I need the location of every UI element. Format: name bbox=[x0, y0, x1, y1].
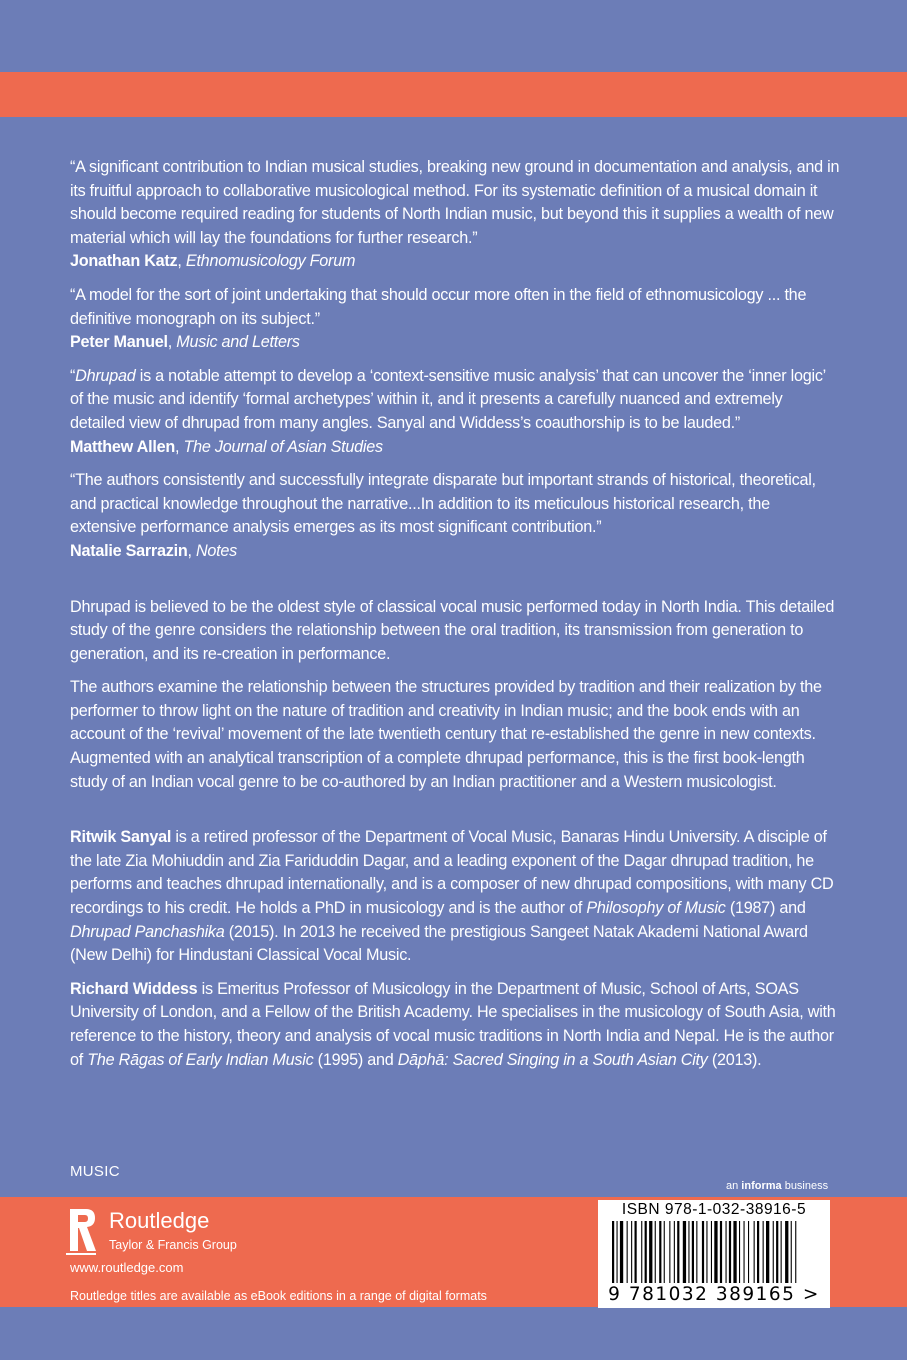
publisher-name: Routledge bbox=[109, 1208, 210, 1233]
publisher-url[interactable]: www.routledge.com bbox=[70, 1260, 184, 1275]
barcode-bar bbox=[733, 1221, 736, 1283]
barcode-bar bbox=[726, 1221, 727, 1283]
subject-category: MUSIC bbox=[70, 1163, 120, 1180]
review-quote-2: “A model for the sort of joint undertaking that should occur more often in the field of ethnomusicology ... the definitive monograph on its subject.” Peter Manuel, Music and Letters bbox=[70, 284, 840, 355]
review-attribution-2: Peter Manuel, Music and Letters bbox=[70, 333, 300, 352]
barcode-bar bbox=[744, 1221, 745, 1283]
isbn-label: ISBN 978-1-032-38916-5 bbox=[621, 1201, 807, 1218]
barcode-bar bbox=[645, 1221, 647, 1283]
description-paragraph-1: Dhrupad is believed to be the oldest style of classical vocal music performed today in North India. This detailed study of the genre considers the relationship between the oral tradition, its transmission from generation to generation, and its re-creation in performance. bbox=[70, 597, 835, 663]
barcode-bar bbox=[766, 1221, 769, 1283]
barcode-bar bbox=[620, 1221, 623, 1283]
author-bio-2: Richard Widdess is Emeritus Professor of Musicology in the Department of Music, School of Arts, SOAS University of London, and a Fellow of the British Academy. He specialises in the musicology of South Asia, with reference to the history, theory and analysis of vocal music traditions in North India and Nepal. He is the author of The Rāgas of Early Indian Music (1995) and Dāphā: Sacred Singing in a South Asian City (2013). bbox=[70, 979, 836, 1069]
barcode-bar bbox=[791, 1221, 792, 1283]
barcode-digits: 9 781032 389165 > bbox=[608, 1284, 820, 1305]
barcode-bar bbox=[641, 1221, 642, 1283]
barcode-bar bbox=[748, 1221, 749, 1283]
author-bio-1: Ritwik Sanyal is a retired professor of the Department of Vocal Music, Banaras Hindu University. A disciple of the late Zia Mohiuddin and Zia Fariduddin Dagar, and a leading exponent of the Dagar dhrupad tradition, he performs and teaches dhrupad internationally, and is a composer of new dhrupad compositions, with many CD recordings to his credit. He holds a PhD in musicology and is the author of Philosophy of Music (1987) and Dhrupad Panchashika (2015). In 2013 he received the prestigious Sangeet Natak Akademi National Award (New Delhi) for Hindustani Classical Vocal Music. bbox=[70, 828, 834, 965]
barcode-bar bbox=[692, 1221, 694, 1283]
publisher-group: Taylor & Francis Group bbox=[109, 1238, 237, 1252]
barcode-bar bbox=[669, 1221, 670, 1283]
barcode-bar bbox=[773, 1221, 774, 1283]
description-paragraph-2: The authors examine the relationship between the structures provided by tradition and their realization by the performer to throw light on the nature of tradition and creativity in Indian music; and the book ends with an account of the ‘revival’ movement of the late twentieth century that re-established the genre in new contexts. Augmented with an analytical transcription of a complete dhrupad performance, this is the first book-length study of an Indian vocal genre to be co-authored by an Indian practitioner and a Western musicologist. bbox=[70, 678, 822, 791]
routledge-logo-icon bbox=[66, 1205, 98, 1255]
barcode-bar bbox=[776, 1221, 778, 1283]
barcode-bar bbox=[659, 1221, 661, 1283]
barcode-bar bbox=[696, 1221, 697, 1283]
review-quote-3: “Dhrupad is a notable attempt to develop a ‘context-sensitive music analysis’ that can uncover the ‘inner logic’ of the music and identify ‘formal archetypes’ within it, and it presents a carefully nuanced and extremely detailed view of dhrupad from many angles. Sanyal and Widdess’s coauthorship is to be lauded.” Matthew Allen, The Journal of Asian Studies bbox=[70, 365, 840, 459]
barcode-bar bbox=[729, 1221, 731, 1283]
barcode-bar bbox=[627, 1221, 628, 1283]
barcode-bar bbox=[757, 1221, 759, 1283]
barcode-bar bbox=[631, 1221, 632, 1283]
barcode-bar bbox=[763, 1221, 764, 1283]
barcode-bar bbox=[617, 1221, 618, 1283]
barcode-bar bbox=[714, 1221, 717, 1283]
barcode-bars bbox=[608, 1221, 820, 1283]
top-accent-stripe bbox=[0, 72, 907, 117]
barcode-bar bbox=[649, 1221, 652, 1283]
barcode-bar bbox=[739, 1221, 740, 1283]
barcode-bar bbox=[781, 1221, 782, 1283]
barcode-bar bbox=[795, 1221, 796, 1283]
barcode-bar bbox=[720, 1221, 722, 1283]
barcode-bar bbox=[612, 1221, 614, 1283]
review-quote-1: “A significant contribution to Indian musical studies, breaking new ground in documentation and analysis, and in its fruitful approach to collaborative musicological method. For its systematic definition of a musical domain it should become required reading for students of North Indian music, but beyond this it supplies a wealth of new material which will lay the foundations for further research.” Jonathan Katz, Ethnomusicology Forum bbox=[70, 156, 840, 274]
review-quote-4: “The authors consistently and successfully integrate disparate but important strands of historical, theoretical, and practical knowledge throughout the narrative...In addition to its meticulous historical research, the extensive performance analysis emerges as its most significant contribution.” Natalie Sarrazin, Notes bbox=[70, 469, 840, 563]
barcode-bar bbox=[655, 1221, 656, 1283]
barcode-bar bbox=[754, 1221, 755, 1283]
isbn-barcode bbox=[598, 1200, 830, 1308]
barcode-bar bbox=[702, 1221, 704, 1283]
barcode-bar bbox=[677, 1221, 679, 1283]
barcode-bar bbox=[683, 1221, 686, 1283]
ebook-note: Routledge titles are available as eBook editions in a range of digital formats bbox=[70, 1289, 487, 1303]
review-attribution-1: Jonathan Katz, Ethnomusicology Forum bbox=[70, 252, 356, 271]
informa-tagline: an informa business bbox=[726, 1180, 829, 1192]
review-attribution-4: Natalie Sarrazin, Notes bbox=[70, 541, 238, 560]
barcode-bar bbox=[711, 1221, 712, 1283]
barcode-bar bbox=[688, 1221, 689, 1283]
barcode-bar bbox=[674, 1221, 675, 1283]
barcode-bar bbox=[785, 1221, 788, 1283]
barcode-bar bbox=[706, 1221, 707, 1283]
back-cover-text bbox=[70, 156, 840, 1082]
barcode-bar bbox=[635, 1221, 637, 1283]
review-attribution-3: Matthew Allen, The Journal of Asian Studies bbox=[70, 437, 383, 456]
barcode-bar bbox=[664, 1221, 665, 1283]
